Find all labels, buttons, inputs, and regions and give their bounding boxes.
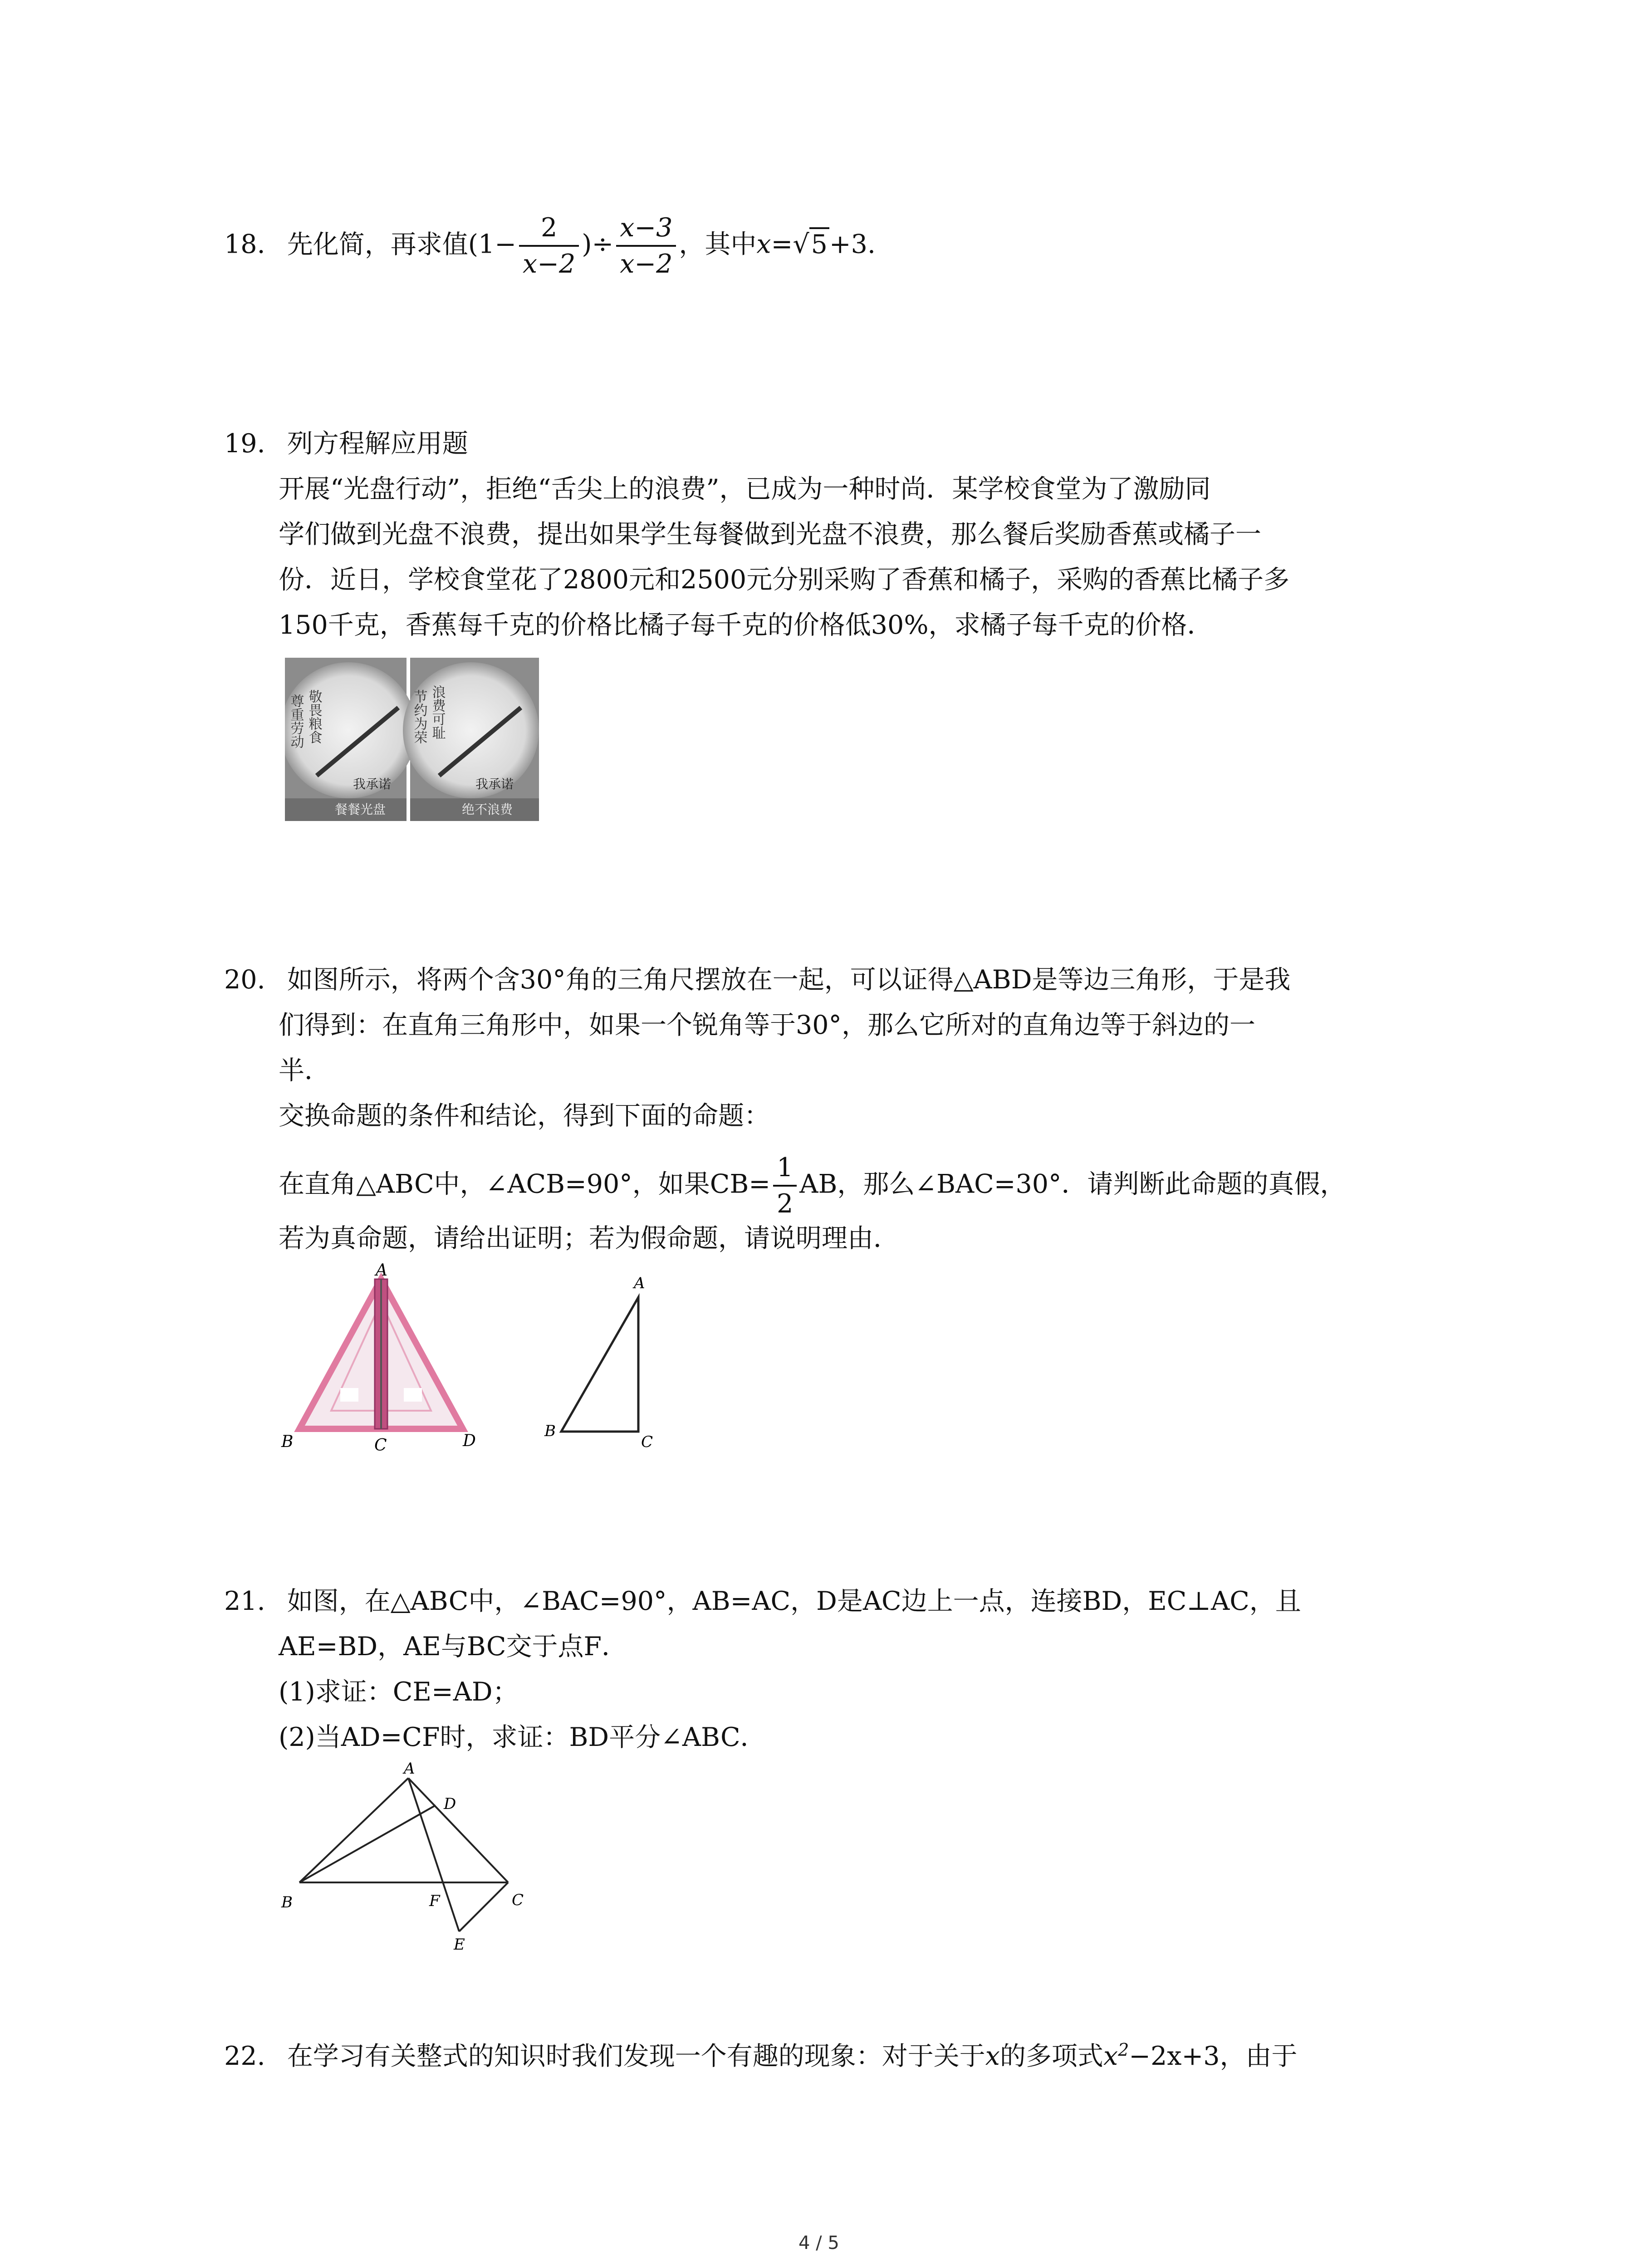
sqrt-symbol: √ — [793, 229, 809, 259]
label-a: A — [634, 1274, 645, 1292]
question-22 — [224, 2041, 1297, 2069]
question-line: 开展“光盘行动”，拒绝“舌尖上的浪费”，已成为一种时尚．某学校食堂为了激励同 — [279, 474, 1211, 504]
text-segment: AB，那么∠BAC=30°．请判断此命题的真假， — [799, 1169, 1346, 1199]
question-line-with-fraction — [279, 1153, 1346, 1219]
question-line: 学们做到光盘不浪费，提出如果学生每餐做到光盘不浪费，那么餐后奖励香蕉或橘子一 — [279, 519, 1261, 549]
poster-left-col2: 敬畏粮食 — [306, 689, 322, 744]
text-segment: 的多项式 — [999, 2041, 1103, 2071]
question-line: 半． — [279, 1056, 330, 1085]
question-number: 22. — [224, 2041, 265, 2071]
expr-divide: )÷ — [582, 229, 614, 259]
poster-right-slogan: 绝不浪费 — [462, 802, 513, 817]
geometry-figure-abc — [272, 1760, 544, 1950]
fraction-2: $\frac{x-3}{x-2}$ — [616, 213, 676, 279]
variable-x-squared: $x^2$ — [1103, 2040, 1129, 2071]
question-line: 150千克，香蕉每千克的价格比橘子每千克的价格低30%，求橘子每千克的价格． — [279, 610, 1213, 640]
fraction-half: $\frac{1}{2}$ — [773, 1153, 797, 1219]
question-number: 18. — [224, 229, 265, 259]
label-d: D — [444, 1795, 456, 1813]
segment-ac — [408, 1778, 508, 1882]
poster-left-col1: 尊重劳动 — [288, 694, 304, 748]
fraction-1: $\frac{2}{x-2}$ — [519, 213, 579, 279]
text-segment: 在直角△ABC中，∠ACB=90°，如果CB= — [279, 1169, 771, 1199]
question-line: 们得到：在直角三角形中，如果一个锐角等于30°，那么它所对的直角边等于斜边的一 — [279, 1010, 1256, 1040]
text-segment: 在学习有关整式的知识时我们发现一个有趣的现象：对于关于 — [287, 2041, 985, 2071]
variable-x: x — [985, 2041, 1000, 2071]
label-a: A — [376, 1261, 387, 1280]
question-line: AE=BD，AE与BC交于点F． — [279, 1632, 627, 1662]
where-text: ，其中 — [679, 229, 757, 259]
poster-right-promise: 我承诺 — [475, 777, 514, 792]
question-number: 21. — [224, 1586, 265, 1616]
segment-ce — [459, 1882, 508, 1931]
label-b: B — [281, 1432, 294, 1451]
poster-left-slogan: 餐餐光盘 — [335, 802, 386, 817]
variable-x: x — [756, 229, 771, 259]
label-e: E — [454, 1936, 465, 1950]
plate-icon — [285, 662, 416, 798]
set-squares-figure — [272, 1261, 481, 1452]
label-d: D — [463, 1432, 476, 1450]
question-line: (1)求证：CE=AD； — [279, 1677, 519, 1707]
label-c: C — [641, 1433, 653, 1451]
question-line: 若为真命题，请给出证明；若为假命题，请说明理由． — [279, 1223, 899, 1253]
cutout-right — [404, 1388, 422, 1402]
poster-left-promise: 我承诺 — [353, 777, 392, 792]
label-b: B — [281, 1893, 293, 1911]
label-c: C — [374, 1436, 387, 1452]
text-segment: −2x+3，由于 — [1129, 2041, 1298, 2071]
label-c: C — [512, 1891, 524, 1909]
triangle-abc — [561, 1297, 638, 1432]
question-line: 份．近日，学校食堂花了2800元和2500元分别采购了香蕉和橘子，采购的香蕉比橘子多 — [279, 565, 1290, 595]
poster-right-col1: 节约为荣 — [411, 689, 427, 744]
question-line: 如图，在△ABC中，∠BAC=90°，AB=AC，D是AC边上一点，连接BD，EC⊥AC，且 — [287, 1586, 1301, 1616]
question-line: 交换命题的条件和结论，得到下面的命题： — [279, 1101, 770, 1131]
question-number: 20. — [224, 965, 265, 995]
cutout-left — [340, 1388, 358, 1402]
label-a: A — [404, 1760, 415, 1778]
page-number: 4 / 5 — [798, 2233, 839, 2253]
expr-tail: +3. — [829, 229, 876, 259]
clean-plate-poster-image — [285, 658, 539, 821]
question-line: (2)当AD=CF时，求证：BD平分∠ABC． — [279, 1722, 766, 1752]
label-f: F — [429, 1892, 440, 1910]
right-triangle-figure — [538, 1270, 669, 1452]
label-b: B — [544, 1422, 556, 1440]
poster-right-col2: 浪费可耻 — [429, 685, 446, 739]
expr-open: (1− — [468, 229, 517, 259]
equals-sign: = — [771, 229, 793, 259]
question-line: 如图所示，将两个含30°角的三角尺摆放在一起，可以证得△ABD是等边三角形，于是我 — [287, 965, 1291, 995]
question-18 — [224, 213, 876, 279]
question-number: 19. — [224, 429, 265, 459]
question-text: 先化简，再求值 — [287, 229, 468, 259]
question-title: 列方程解应用题 — [287, 429, 468, 459]
sqrt-argument: 5 — [809, 227, 829, 258]
